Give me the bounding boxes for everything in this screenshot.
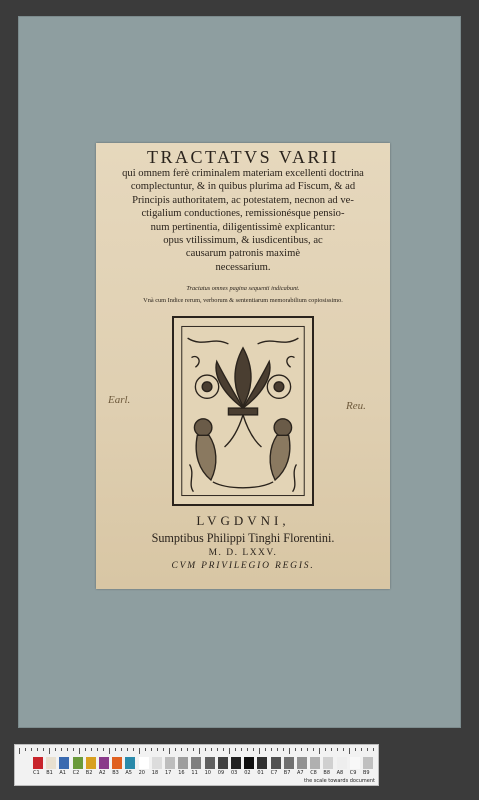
color-patch [178,757,188,769]
ruler-tick [289,748,290,754]
color-patch [218,757,228,769]
ruler-tick [205,748,206,751]
description-line: opus vtilissimum, & iusdicentibus, ac [163,235,323,247]
imprint-publisher: Sumptibus Philippi Tinghi Florentini. [151,531,335,545]
patch-label: B7 [283,770,291,776]
ruler-tick [355,748,356,751]
ruler-tick [103,748,104,751]
ruler-tick [97,748,98,751]
patch-label: 11 [191,770,198,776]
ruler-tick [373,748,374,751]
ruler-tick [295,748,296,751]
color-patch [46,757,56,769]
color-patch [244,757,254,769]
color-patch [323,757,333,769]
patch-label: 18 [151,770,159,776]
ruler-tick [277,748,278,751]
ruler-tick [229,748,230,754]
color-patch [73,757,83,769]
color-patch [271,757,281,769]
patch-label: C1 [33,770,40,776]
contents-note: Tractatus omnes pagina sequenti indicabunt. [186,285,300,292]
patch-label: 03 [231,770,238,776]
ruler-tick [259,748,260,754]
manuscript-annotation-right: Reu. [346,400,366,412]
patch-label: A1 [59,770,66,776]
ruler-tick [247,748,248,751]
fleur-de-lis-device-illustration [174,318,312,504]
patch-label: 10 [204,770,211,776]
ruler-tick [175,748,176,751]
patch-label: 09 [217,770,225,776]
description-line: complectuntur, & in quibus plurima ad Fiscum, & ad [130,181,356,193]
patch-label: A8 [336,770,344,776]
ruler-tick [325,748,326,751]
ruler-tick [55,748,56,751]
ruler-tick [349,748,350,754]
ruler-tick [163,748,164,751]
ruler-tick [127,748,128,751]
description-line: qui omnem ferè criminalem materiam excellenti doctrina [122,168,364,179]
ruler-tick [283,748,284,751]
ruler-tick [79,748,80,754]
ruler-tick [31,748,32,751]
ruler-tick [169,748,170,754]
color-patch [139,757,149,769]
patch-label: C8 [310,770,317,776]
ruler-tick [361,748,362,751]
ruler-tick [307,748,308,751]
color-patch [125,757,135,769]
ruler-tick [139,748,140,754]
description-line: necessarium. [215,261,271,273]
ruler-tick [151,748,152,751]
color-patch [350,757,360,769]
ruler-tick [25,748,26,751]
color-patch [112,757,122,769]
patch-label: C2 [72,770,80,776]
ruler-tick [211,748,212,751]
ruler-tick [319,748,320,754]
patch-label: 16 [178,770,185,776]
patch-label: A2 [99,770,106,776]
patch-label: A7 [297,770,304,776]
color-patch [86,757,96,769]
ruler-tick [73,748,74,751]
ruler-tick [91,748,92,751]
color-patch [310,757,320,769]
ruler-tick [181,748,182,751]
ruler-tick [217,748,218,751]
patch-label: B9 [363,770,370,776]
ruler-tick [265,748,266,751]
imprint-city: LVGDVNI, [196,513,290,528]
color-patch [231,757,241,769]
color-patch [191,757,201,769]
imprint-privilege: CVM PRIVILEGIO REGIS. [171,561,315,571]
ruler-tick [43,748,44,751]
ruler-tick [271,748,272,751]
ruler-tick [67,748,68,751]
ruler-tick [187,748,188,751]
patch-label: B3 [112,770,119,776]
ruler-tick [121,748,122,751]
patch-label: C9 [349,770,357,776]
color-patch [33,757,43,769]
title-description [98,167,388,274]
description-line: ctigalium conductiones, remissionésque pensio- [141,208,345,220]
ruler-tick [199,748,200,754]
manuscript-annotation-left: Earl. [108,394,131,406]
patch-label: 01 [257,770,264,776]
ruler-tick [19,748,20,754]
ruler-tick [37,748,38,751]
printers-device-woodcut [172,316,314,506]
ruler-tick [367,748,368,751]
ruler-tick [235,748,236,751]
color-patch [59,757,69,769]
ruler-tick [223,748,224,751]
description-line: causarum patronis maximè [185,248,301,260]
title-page [96,143,390,589]
imprint-date: M. D. LXXV. [208,548,278,558]
ruler-tick [133,748,134,751]
color-patch [337,757,347,769]
patch-label: A5 [125,770,132,776]
description-line: Principis authoritatem, ac potestatem, necnon ad ve- [132,194,354,206]
target-note: the scale towards document [303,778,375,784]
patch-label: B2 [85,770,93,776]
ruler-tick [241,748,242,751]
ruler-tick [115,748,116,751]
color-patch [363,757,373,769]
description-line: num pertinentia, diligentissimè explicantur: [150,221,336,233]
ruler-tick [301,748,302,751]
color-patch [297,757,307,769]
ruler-tick [343,748,344,751]
book-title: TRACTATVS VARII [147,147,339,167]
ruler-tick [145,748,146,751]
ruler-tick [49,748,50,754]
color-patch [205,757,215,769]
patch-label: B1 [46,770,53,776]
ruler-tick [313,748,314,751]
ruler-tick [331,748,332,751]
ruler-tick [253,748,254,751]
ruler-tick [157,748,158,751]
color-patch [152,757,162,769]
ruler-tick [85,748,86,751]
color-patch [257,757,267,769]
patch-label: 20 [138,770,145,776]
index-note: Vnà cum Indice rerum, verborum & sententiarum memorabilium copiosissimo. [143,297,343,304]
ruler-tick [61,748,62,751]
color-patch [284,757,294,769]
patch-label: 02 [244,770,251,776]
color-patch [165,757,175,769]
patch-label: 17 [165,770,172,776]
patch-label: C7 [270,770,278,776]
ruler-tick [109,748,110,754]
ruler-tick [193,748,194,751]
color-calibration-target [14,744,379,786]
patch-label: B8 [323,770,331,776]
ruler-tick [337,748,338,751]
color-patch [99,757,109,769]
